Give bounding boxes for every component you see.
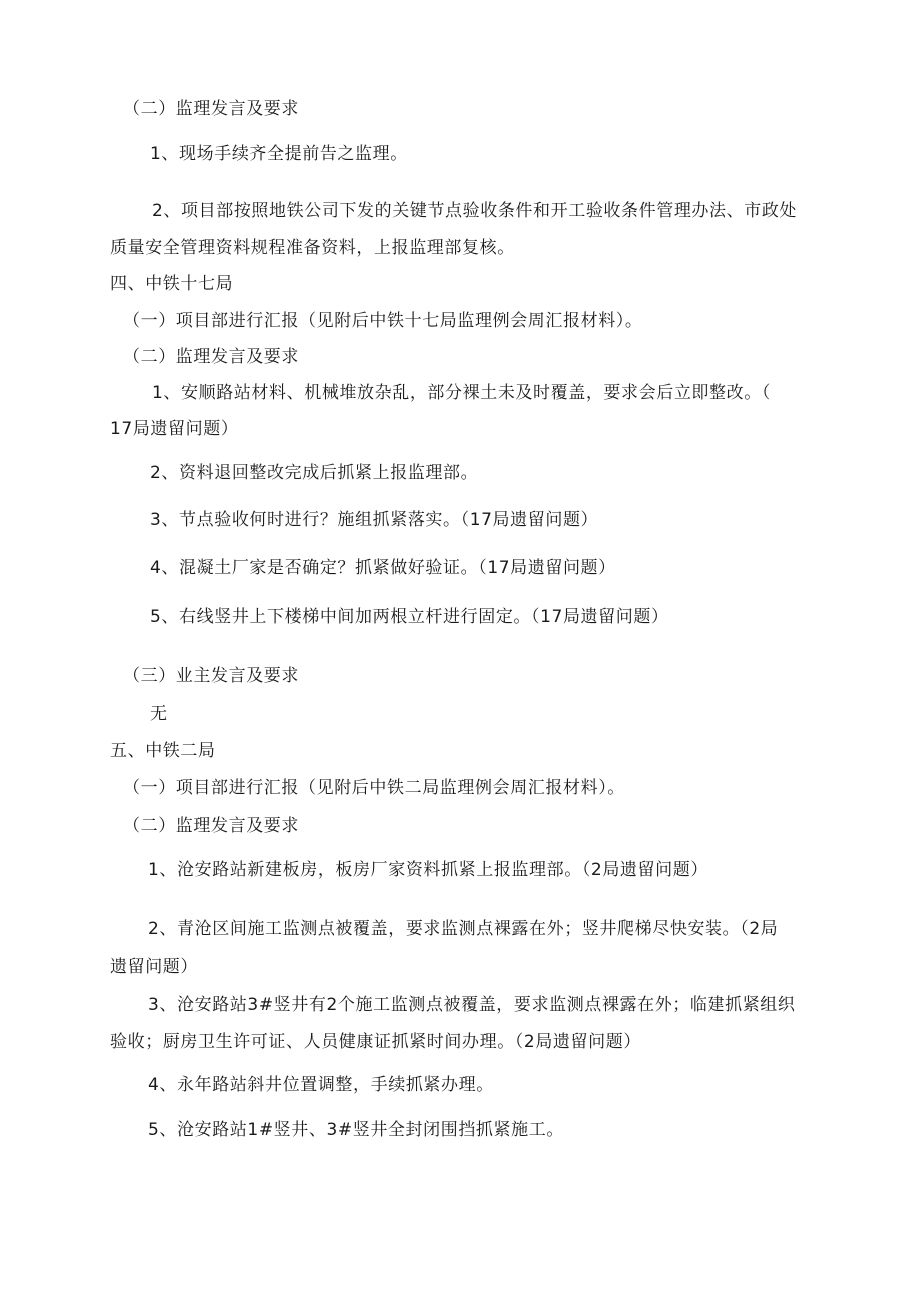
paragraph-item: 4、永年路站斜井位置调整，手续抓紧办理。 <box>148 1075 494 1095</box>
section-heading: （一）项目部进行汇报（见附后中铁十七局监理例会周汇报材料）。 <box>123 311 643 331</box>
paragraph-item: 2、资料退回整改完成后抓紧上报监理部。 <box>150 463 479 483</box>
section-heading: （一）项目部进行汇报（见附后中铁二局监理例会周汇报材料）。 <box>123 778 625 798</box>
paragraph-item: 2、项目部按照地铁公司下发的关键节点验收条件和开工验收条件管理办法、市政处 <box>152 201 798 221</box>
paragraph-item: 1、现场手续齐全提前告之监理。 <box>150 144 408 164</box>
section-heading: （二）监理发言及要求 <box>123 99 299 119</box>
section-heading: （二）监理发言及要求 <box>123 816 299 836</box>
chapter-heading: 四、中铁十七局 <box>110 274 234 294</box>
paragraph-continuation: 质量安全管理资料规程准备资料，上报监理部复核。 <box>110 238 515 258</box>
chapter-heading: 五、中铁二局 <box>110 741 216 761</box>
section-heading: （三）业主发言及要求 <box>123 666 299 686</box>
paragraph-item: 5、沧安路站1#竖井、3#竖井全封闭围挡抓紧施工。 <box>148 1120 564 1140</box>
paragraph-item: 3、沧安路站3#竖井有2个施工监测点被覆盖，要求监测点裸露在外；临建抓紧组织 <box>148 995 796 1015</box>
paragraph-continuation: 验收；厨房卫生许可证、人员健康证抓紧时间办理。（2局遗留问题） <box>110 1032 641 1052</box>
paragraph-item: 4、混凝土厂家是否确定？抓紧做好验证。（17局遗留问题） <box>150 558 616 578</box>
paragraph-item: 3、节点验收何时进行？施组抓紧落实。（17局遗留问题） <box>150 510 599 530</box>
paragraph-continuation: 遗留问题） <box>110 957 198 977</box>
paragraph-item: 2、青沧区间施工监测点被覆盖，要求监测点裸露在外；竖井爬梯尽快安装。（2局 <box>148 919 779 939</box>
paragraph-item: 无 <box>150 704 168 724</box>
paragraph-item: 1、沧安路站新建板房，板房厂家资料抓紧上报监理部。（2局遗留问题） <box>148 860 708 880</box>
paragraph-item: 1、安顺路站材料、机械堆放杂乱，部分裸土未及时覆盖，要求会后立即整改。（ <box>152 383 771 403</box>
paragraph-continuation: 17局遗留问题） <box>110 419 239 439</box>
section-heading: （二）监理发言及要求 <box>123 347 299 367</box>
paragraph-item: 5、右线竖井上下楼梯中间加两根立杆进行固定。（17局遗留问题） <box>150 607 669 627</box>
